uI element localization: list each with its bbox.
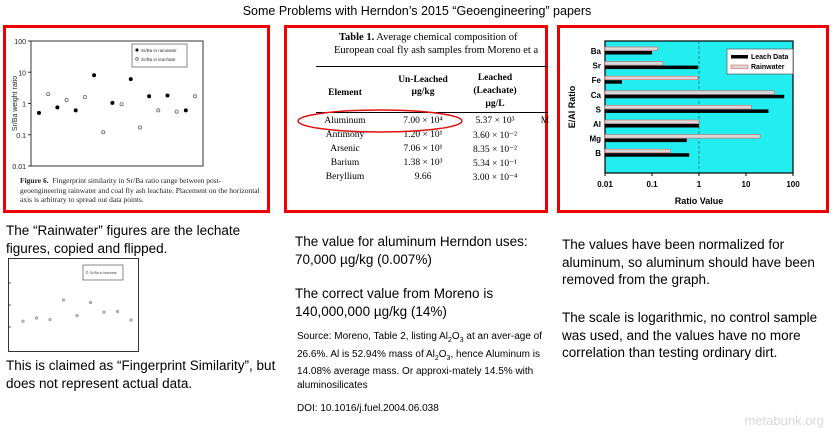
header-leached-line3: µg/L [485, 99, 505, 109]
fingerprint-similarity-note: This is claimed as “Fingerprint Similarity”, but does not represent actual data. [6, 358, 276, 391]
page-title: Some Problems with Herndon’s 2015 “Geoengineering” papers [242, 4, 592, 18]
leachate-point [116, 310, 119, 313]
unleached-cell: 1.38 × 10³ [403, 158, 443, 168]
x-tick-label: 0.01 [597, 180, 613, 189]
rainwater-bar [605, 62, 663, 66]
y-tick-label: 10 [18, 70, 26, 78]
leachate-point [102, 131, 105, 134]
table-title-line2: European coal fly ash samples from Moreno et a [334, 45, 539, 56]
y-axis-label: E/Al Ratio [567, 85, 577, 129]
rainwater-bar [605, 120, 699, 124]
leach-data-bar [605, 80, 622, 84]
scatter-figure-panel [3, 25, 270, 213]
leached-cell: 8.35 × 10⁻² [472, 145, 518, 155]
table-title-label: Table 1. [339, 32, 375, 43]
legend-label: Sr/Ba in rainwater [141, 48, 177, 53]
leachate-point [47, 92, 50, 95]
source-text-4: O [438, 348, 447, 360]
source-note [297, 330, 549, 392]
leached-cell: 5.37 × 10³ [475, 116, 515, 126]
leach-data-bar [605, 95, 784, 99]
doi-reference: DOI: 10.1016/j.fuel.2004.06.038 [297, 403, 439, 414]
x-tick-label: 1 [696, 180, 702, 189]
subscript: 3 [446, 354, 451, 362]
element-cell: Aluminum [324, 116, 366, 126]
table-panel [284, 25, 548, 213]
leachate-point [138, 126, 141, 129]
table-title-text: Average chemical composition of [376, 32, 518, 43]
herndon-value-line2: 70,000 µg/kg (0.007%) [295, 251, 432, 267]
rainwater-point [184, 109, 187, 112]
category-label: Sr [592, 61, 601, 71]
element-cell: Barium [330, 158, 360, 168]
leachate-point [65, 98, 68, 101]
leach-data-bar [605, 153, 689, 157]
y-tick-label: 1 [22, 101, 26, 109]
header-leached-line2: (Leachate) [473, 86, 517, 96]
header-leached [457, 72, 533, 111]
metabunk-watermark: metabunk.org [744, 413, 824, 428]
rainwater-point [111, 101, 114, 104]
element-cell: Arsenic [330, 144, 360, 154]
leachate-point [83, 96, 86, 99]
rainwater-point [74, 109, 77, 112]
leachate-point [130, 319, 133, 322]
rainwater-point [37, 111, 40, 114]
source-text-3: at an aver-age of 26.6%. Al is 52.94% mass of Al [297, 331, 542, 360]
leach-data-bar [605, 51, 652, 55]
category-label: Al [593, 120, 601, 129]
element-cell: Antimony [325, 130, 365, 140]
e-al-ratio-bar-chart [560, 28, 826, 210]
header-unleached-line2: µg/kg [411, 87, 435, 97]
rainwater-point [148, 95, 151, 98]
normalization-note: The values have been normalized for aluminum, so aluminum should have been removed from the graph. [562, 237, 815, 287]
leachate-point [76, 314, 79, 317]
category-label: S [595, 105, 601, 115]
x-tick-label: 0.1 [646, 180, 658, 189]
x-tick-label: 100 [786, 180, 800, 189]
category-label: B [595, 149, 601, 159]
logarithmic-scale-note: The scale is logarithmic, no control sample was used, and the values have no more correlation than testing ordinary dirt. [562, 310, 818, 360]
legend-swatch-leach [731, 55, 748, 59]
moreno-value-line2: 140,000,000 µg/kg (14%) [295, 303, 447, 319]
x-axis-label: Ratio Value [674, 196, 724, 206]
rainwater-point [92, 74, 95, 77]
rainwater-bar [605, 135, 760, 139]
leachate-point [49, 318, 52, 321]
header-leached-line1: Leached [477, 73, 513, 83]
category-label: Ca [590, 90, 601, 100]
source-text-2: O [451, 331, 460, 342]
unleached-cell: 9.66 [414, 172, 432, 182]
header-unleached [383, 74, 463, 98]
table-top-rule [316, 66, 548, 67]
leached-cell: 5.34 × 10⁻¹ [472, 159, 518, 169]
legend-label: Sr/Ba in leachate [90, 271, 117, 275]
flipped-leachate-mini-chart [8, 258, 139, 352]
category-label: Ba [590, 47, 601, 56]
table-row [316, 158, 548, 172]
source-text-5: , hence Aluminum is 14.08% average mass. Or approxi-mately 14.5% with aluminosilicates [297, 348, 540, 391]
y-tick-label: 0.1 [16, 132, 26, 140]
leached-cell: 3.60 × 10⁻² [472, 131, 518, 141]
rainwater-point [129, 78, 132, 81]
table-row [316, 172, 548, 186]
herndon-aluminum-value-note [295, 233, 555, 268]
table-title [339, 32, 517, 43]
rainwater-bar [605, 149, 671, 153]
moreno-value-line1: The correct value from Moreno is [295, 286, 494, 301]
truncated-cell: M [540, 116, 550, 126]
leachate-point [175, 110, 178, 113]
rainwater-point [56, 106, 59, 109]
y-tick-label: 0.01 [12, 164, 26, 171]
bar-chart-panel [557, 25, 829, 213]
legend-label: Rainwater [751, 64, 785, 71]
leachate-point [22, 320, 25, 323]
unleached-cell: 7.06 × 10¹ [403, 144, 443, 154]
moreno-correct-value-note [295, 285, 555, 320]
category-label: Fe [591, 76, 601, 86]
legend-marker [136, 58, 139, 61]
herndon-value-line1: The value for aluminum Herndon uses: [295, 234, 528, 249]
leached-cell: 3.00 × 10⁻⁴ [472, 173, 518, 183]
leach-data-bar [605, 109, 768, 113]
unleached-cell: 7.00 × 10⁴ [403, 116, 443, 126]
leachate-point [35, 317, 38, 320]
legend-marker [136, 49, 139, 52]
y-tick-label: 100 [14, 39, 26, 46]
leachate-point [62, 298, 65, 301]
rainwater-point [166, 94, 169, 97]
legend-swatch-rain [731, 65, 748, 69]
aluminum-highlight-ellipse [295, 108, 465, 136]
unleached-cell: 1.20 × 10¹ [403, 130, 443, 140]
rainwater-bar [605, 105, 751, 109]
subscript: 2 [434, 354, 439, 362]
table-row [316, 144, 548, 158]
leachate-point [103, 311, 106, 314]
leachate-point [120, 103, 123, 106]
source-text-1: Source: Moreno, Table 2, listing Al [297, 331, 449, 342]
element-cell: Beryllium [325, 172, 365, 182]
y-axis-label: Sr/Ba weight ratio [12, 75, 19, 132]
legend-marker [86, 271, 88, 273]
legend-label: Sr/Ba in leachate [141, 57, 176, 62]
header-unleached-line1: Un-Leached [398, 75, 448, 85]
rainwater-bar [605, 91, 774, 95]
figure-caption-text: Fingerprint similarity in Sr/Ba ratio range between post-geoengineering rainwater and coal fly ash leachate. Placement on the horizontal axis is arbitrary to spread out data points. [20, 176, 260, 204]
rainwater-copied-note: The “Rainwater” figures are the lechate figures, copied and flipped. [6, 223, 241, 256]
legend-label: Leach Data [751, 54, 789, 61]
subscript: 2 [448, 337, 452, 344]
header-element: Element [328, 88, 362, 98]
subscript: 3 [459, 337, 464, 344]
leach-data-bar [605, 66, 698, 70]
rainwater-bar [605, 76, 698, 80]
leachate-point [157, 109, 160, 112]
leach-data-bar [605, 139, 687, 143]
rainwater-bar [605, 47, 657, 51]
figure-caption-label: Figure 6. [20, 176, 49, 185]
leachate-point [89, 301, 92, 304]
leachate-point [193, 95, 196, 98]
x-tick-label: 10 [741, 180, 751, 189]
leach-data-bar [605, 124, 699, 128]
figure-caption [20, 176, 260, 205]
category-label: Mg [589, 134, 601, 144]
